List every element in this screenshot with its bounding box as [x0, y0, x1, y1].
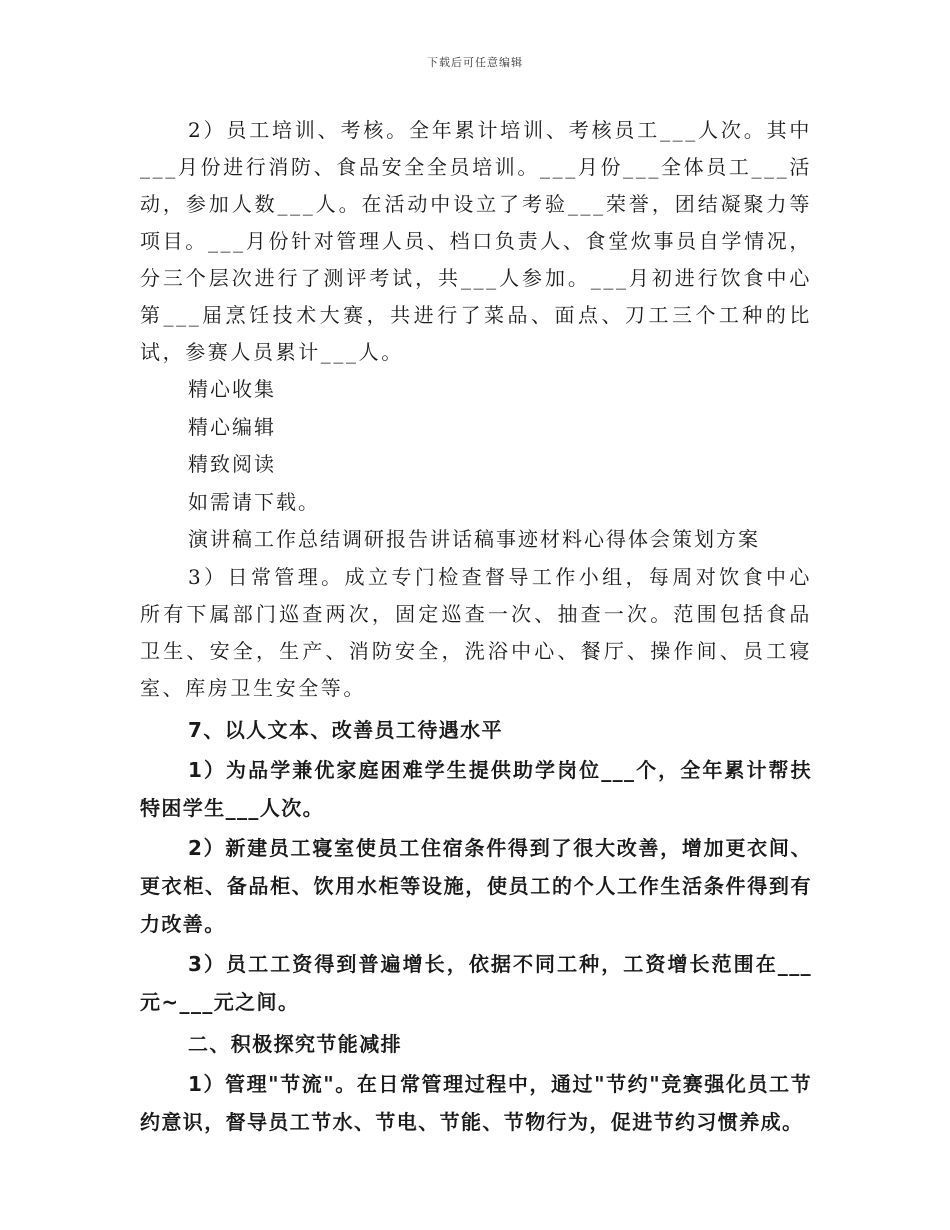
- promo-line-download: 如需请下载。: [188, 489, 320, 514]
- paragraph-student-assistance: 1）为品学兼优家庭困难学生提供助学岗位___个，全年累计帮扶特困学生___人次。: [140, 757, 812, 820]
- page-header: 下载后可任意编辑: [427, 56, 523, 69]
- promo-line-read: 精致阅读: [188, 452, 276, 476]
- document-body: [140, 112, 812, 1141]
- section-heading-staff-welfare: 7、以人文本、改善员工待遇水平: [188, 717, 503, 742]
- promo-line-collect: 精心收集: [188, 377, 276, 401]
- paragraph-wages: 3）员工工资得到普遍增长，依据不同工种，工资增长范围在___元~___元之间。: [140, 951, 812, 1014]
- promo-line-edit: 精心编辑: [188, 414, 276, 439]
- section-heading-energy-saving: 二、积极探究节能减排: [188, 1031, 402, 1056]
- paragraph-daily-management: 3）日常管理。成立专门检查督导工作小组，每周对饮食中心所有下属部门巡查两次，固定巡查一次、抽查一次。范围包括食品卫生、安全，生产、消防安全，洗浴中心、餐厅、操作间、员工寝室、库房卫生安全等。: [140, 564, 812, 700]
- paragraph-conservation: 1）管理"节流"。在日常管理过程中，通过"节约"竞赛强化员工节约意识，督导员工节水、节电、节能、节物行为，促进节约习惯养成。: [140, 1071, 812, 1134]
- promo-line-categories: 演讲稿工作总结调研报告讲话稿事迹材料心得体会策划方案: [188, 527, 760, 551]
- paragraph-staff-training: 2）员工培训、考核。全年累计培训、考核员工___人次。其中___月份进行消防、食品安全全员培训。___月份___全体员工___活动，参加人数___人。在活动中设立了考验___荣誉，团结凝聚力等项目。___月份针对管理人员、档口负责人、食堂炊事员自学情况，分三个层次进行了测评考试，共___人参加。___月初进行饮食中心第___届烹饪技术大赛，共进行了菜品、面点、刀工三个工种的比试，参赛人员累计___人。: [140, 118, 812, 364]
- paragraph-dormitory: 2）新建员工寝室使员工住宿条件得到了很大改善，增加更衣间、更衣柜、备品柜、饮用水柜等设施，使员工的个人工作生活条件得到有力改善。: [140, 835, 812, 936]
